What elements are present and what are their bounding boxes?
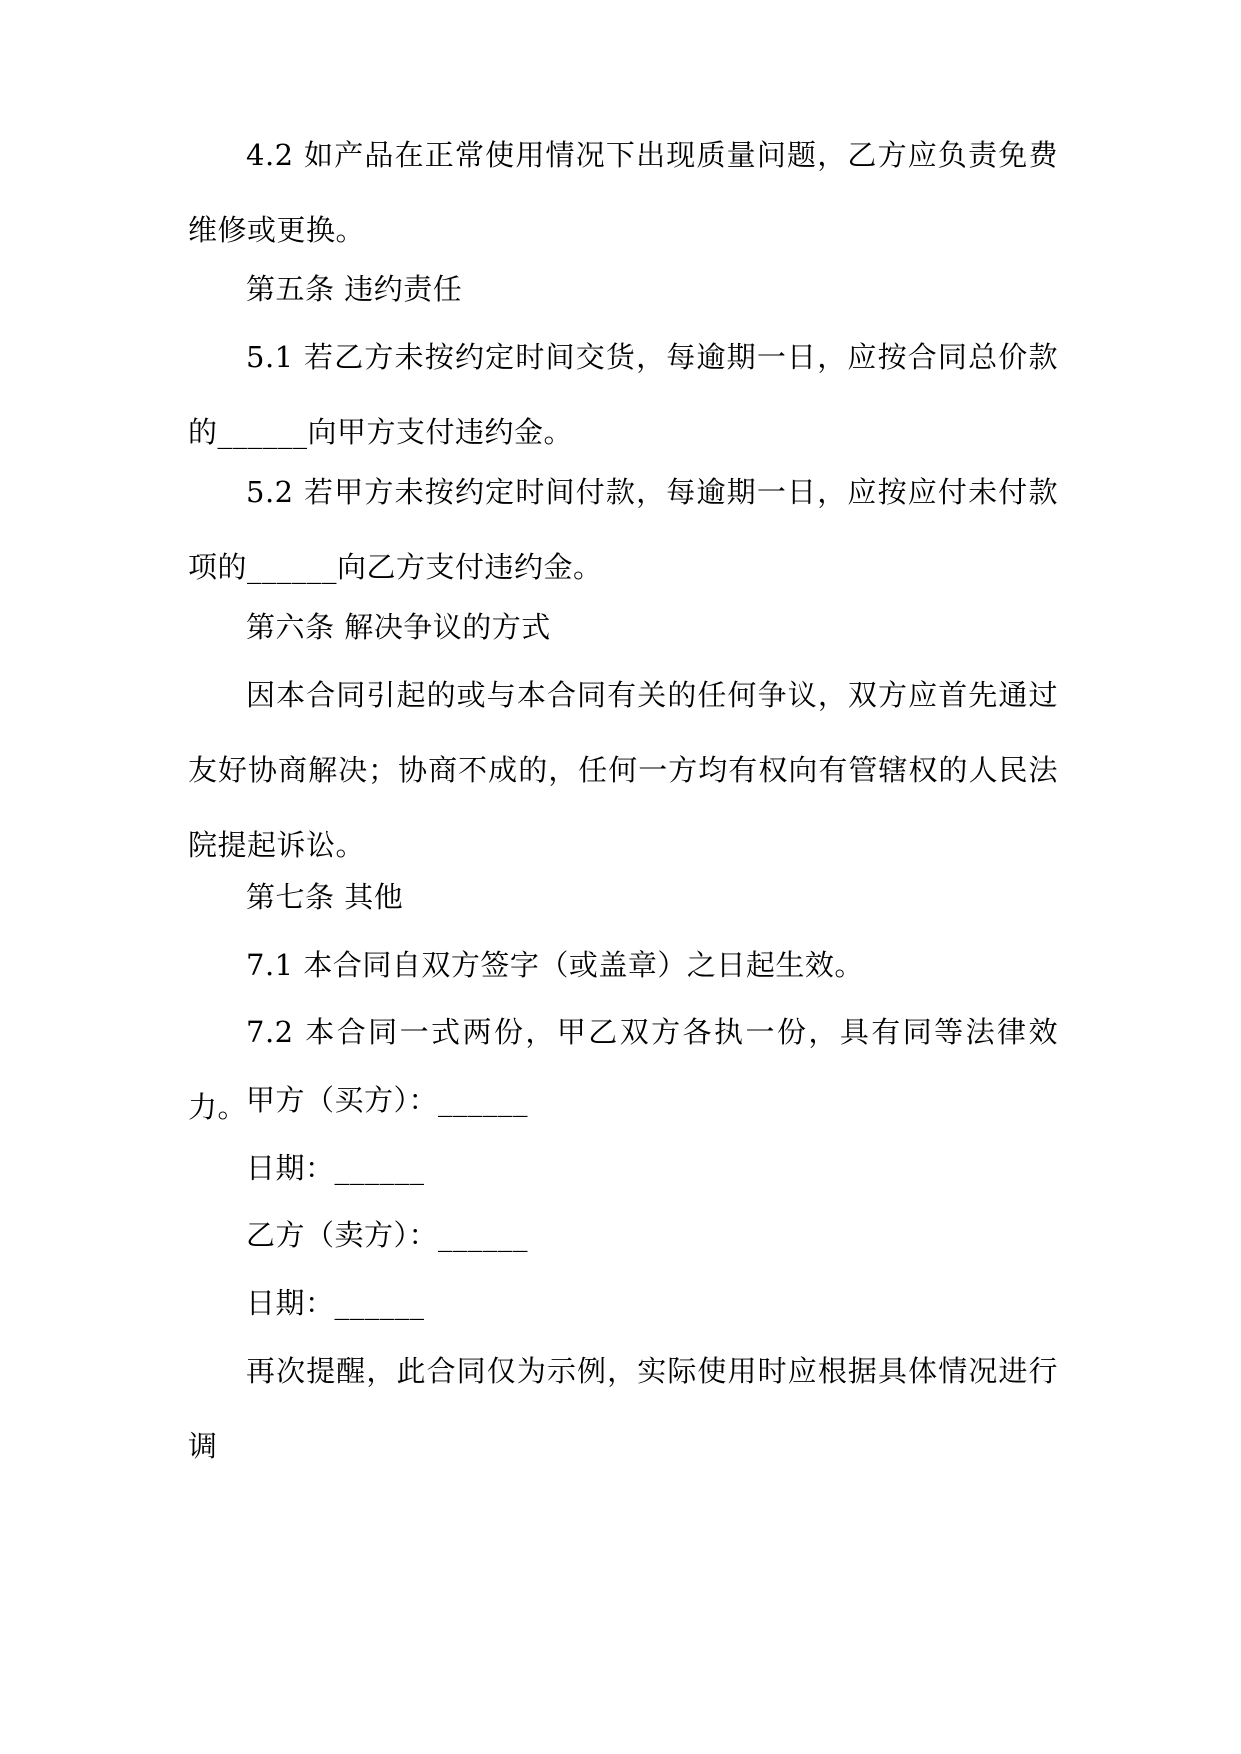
party-a-signature-line: 甲方（买方）：______ [246, 1083, 529, 1117]
clause-7-1: 7.1 本合同自双方签字（或盖章）之日起生效。 [246, 948, 864, 982]
party-a-date-line: 日期：______ [246, 1151, 425, 1185]
party-b-date-line: 日期：______ [246, 1286, 425, 1320]
clause-5-2: 5.2 若甲方未按约定时间付款，每逾期一日，应按应付未付款项的______向乙方支付违约金。 [188, 475, 1058, 584]
reminder-paragraph: 再次提醒，此合同仅为示例，实际使用时应根据具体情况进行调 [188, 1354, 1058, 1463]
clause-7-2: 7.2 本合同一式两份，甲乙双方各执一份，具有同等法律效力。 [188, 1015, 1058, 1124]
clause-4-2: 4.2 如产品在正常使用情况下出现质量问题，乙方应负责免费维修或更换。 [188, 138, 1058, 247]
clause-5-1: 5.1 若乙方未按约定时间交货，每逾期一日，应按合同总价款的______向甲方支付违约金。 [188, 340, 1058, 449]
article-6-body: 因本合同引起的或与本合同有关的任何争议，双方应首先通过友好协商解决；协商不成的，任何一方均有权向有管辖权的人民法院提起诉讼。 [188, 678, 1058, 862]
article-5-heading: 第五条 违约责任 [246, 272, 463, 306]
article-7-heading: 第七条 其他 [246, 880, 404, 914]
article-6-heading: 第六条 解决争议的方式 [246, 610, 551, 644]
party-b-signature-line: 乙方（卖方）：______ [246, 1218, 529, 1252]
